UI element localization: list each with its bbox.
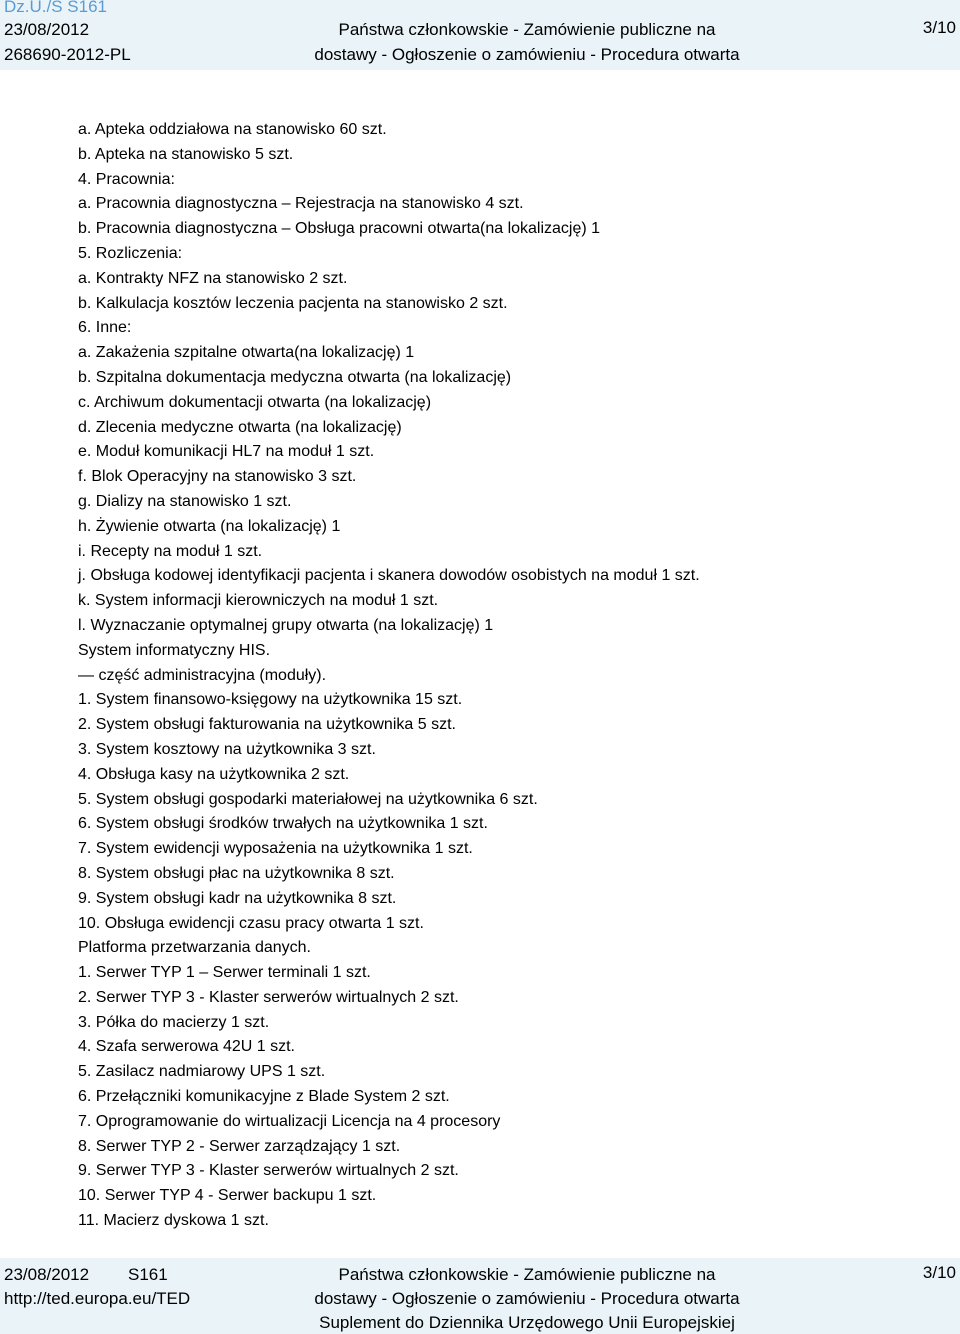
text-line: g. Dializy na stanowisko 1 szt. [78,492,292,510]
text-line: 9. Serwer TYP 3 - Klaster serwerów wirtualnych 2 szt. [78,1162,459,1180]
text-line: i. Recepty na moduł 1 szt. [78,542,263,560]
footer-title-line3: Suplement do Dziennika Urzędowego Unii Europejskiej [319,1313,735,1332]
text-line: b. Apteka na stanowisko 5 szt. [78,145,294,163]
text-line: 6. System obsługi środków trwałych na użytkownika 1 szt. [78,815,488,833]
text-line: a. Zakażenia szpitalne otwarta(na lokalizację) 1 [78,344,415,362]
footer-date: 23/08/2012 [4,1265,90,1284]
text-line: b. Szpitalna dokumentacja medyczna otwarta (na lokalizację) [78,368,512,386]
footer-title-line2: dostawy - Ogłoszenie o zamówieniu - Procedura otwarta [314,1289,740,1308]
text-line: k. System informacji kierowniczych na moduł 1 szt. [78,592,439,610]
footer-title-line1: Państwa członkowskie - Zamówienie publiczne na [338,1265,716,1284]
footer-url[interactable]: http://ted.europa.eu/TED [4,1289,191,1308]
text-line: 2. System obsługi fakturowania na użytkownika 5 szt. [78,716,456,734]
text-line: 9. System obsługi kadr na użytkownika 8 szt. [78,889,397,907]
text-line: — część administracyjna (moduły). [78,666,327,684]
page-footer [0,1258,960,1334]
text-line: 4. Szafa serwerowa 42U 1 szt. [78,1038,295,1056]
text-line: 7. System ewidencji wyposażenia na użytkownika 1 szt. [78,840,473,858]
publication-reference[interactable]: Dz.U./S S161 [4,0,107,16]
text-line: 3. Półka do macierzy 1 szt. [78,1013,270,1031]
text-line: 1. System finansowo-księgowy na użytkownika 15 szt. [78,691,463,709]
text-line: 6. Przełączniki komunikacyjne z Blade System 2 szt. [78,1088,450,1106]
text-line: 5. System obsługi gospodarki materiałowej na użytkownika 6 szt. [78,790,538,808]
text-line: l. Wyznaczanie optymalnej grupy otwarta (na lokalizację) 1 [78,616,494,634]
text-line: 10. Obsługa ewidencji czasu pracy otwarta 1 szt. [78,914,424,932]
header-title-line1: Państwa członkowskie - Zamówienie publiczne na [338,20,716,39]
text-line: 11. Macierz dyskowa 1 szt. [78,1212,269,1230]
page-header [0,0,960,70]
header-notice-id: 268690-2012-PL [4,45,131,64]
text-line: 5. Zasilacz nadmiarowy UPS 1 szt. [78,1063,326,1081]
header-title-line2: dostawy - Ogłoszenie o zamówieniu - Procedura otwarta [314,45,740,64]
text-line: 4. Obsługa kasy na użytkownika 2 szt. [78,765,350,783]
text-line: Platforma przetwarzania danych. [78,939,311,957]
text-line: e. Moduł komunikacji HL7 na moduł 1 szt. [78,443,375,461]
text-line: 8. Serwer TYP 2 - Serwer zarządzający 1 szt. [78,1137,401,1155]
header-page-number: 3/10 [922,18,956,37]
text-line: a. Pracownia diagnostyczna – Rejestracja na stanowisko 4 szt. [78,195,524,213]
text-line: b. Kalkulacja kosztów leczenia pacjenta na stanowisko 2 szt. [78,294,508,312]
text-line: 2. Serwer TYP 3 - Klaster serwerów wirtualnych 2 szt. [78,988,459,1006]
text-line: System informatyczny HIS. [78,641,271,659]
text-line: a. Apteka oddziałowa na stanowisko 60 szt. [78,121,387,138]
text-line: 7. Oprogramowanie do wirtualizacji Licencja na 4 procesory [78,1112,501,1130]
text-line: 8. System obsługi płac na użytkownika 8 szt. [78,864,395,882]
text-line: 3. System kosztowy na użytkownika 3 szt. [78,740,376,758]
text-line: 6. Inne: [78,319,132,337]
footer-page-number: 3/10 [922,1263,956,1282]
text-line: 10. Serwer TYP 4 - Serwer backupu 1 szt. [78,1187,377,1205]
text-line: 1. Serwer TYP 1 – Serwer terminali 1 szt. [78,964,371,982]
text-line: 5. Rozliczenia: [78,244,183,262]
text-line: j. Obsługa kodowej identyfikacji pacjenta i skanera dowodów osobistych na moduł 1 szt. [78,567,700,585]
text-line: d. Zlecenia medyczne otwarta (na lokalizację) [78,418,402,436]
text-line: f. Blok Operacyjny na stanowisko 3 szt. [78,468,357,486]
text-line: h. Żywienie otwarta (na lokalizację) 1 [78,517,341,535]
footer-series: S161 [128,1265,168,1284]
text-line: 4. Pracownia: [78,170,175,188]
notice-body-text [78,118,938,1234]
header-date: 23/08/2012 [4,20,90,39]
text-line: c. Archiwum dokumentacji otwarta (na lokalizację) [78,393,432,411]
text-line: b. Pracownia diagnostyczna – Obsługa pracowni otwarta(na lokalizację) 1 [78,220,601,238]
text-line: a. Kontrakty NFZ na stanowisko 2 szt. [78,269,348,287]
